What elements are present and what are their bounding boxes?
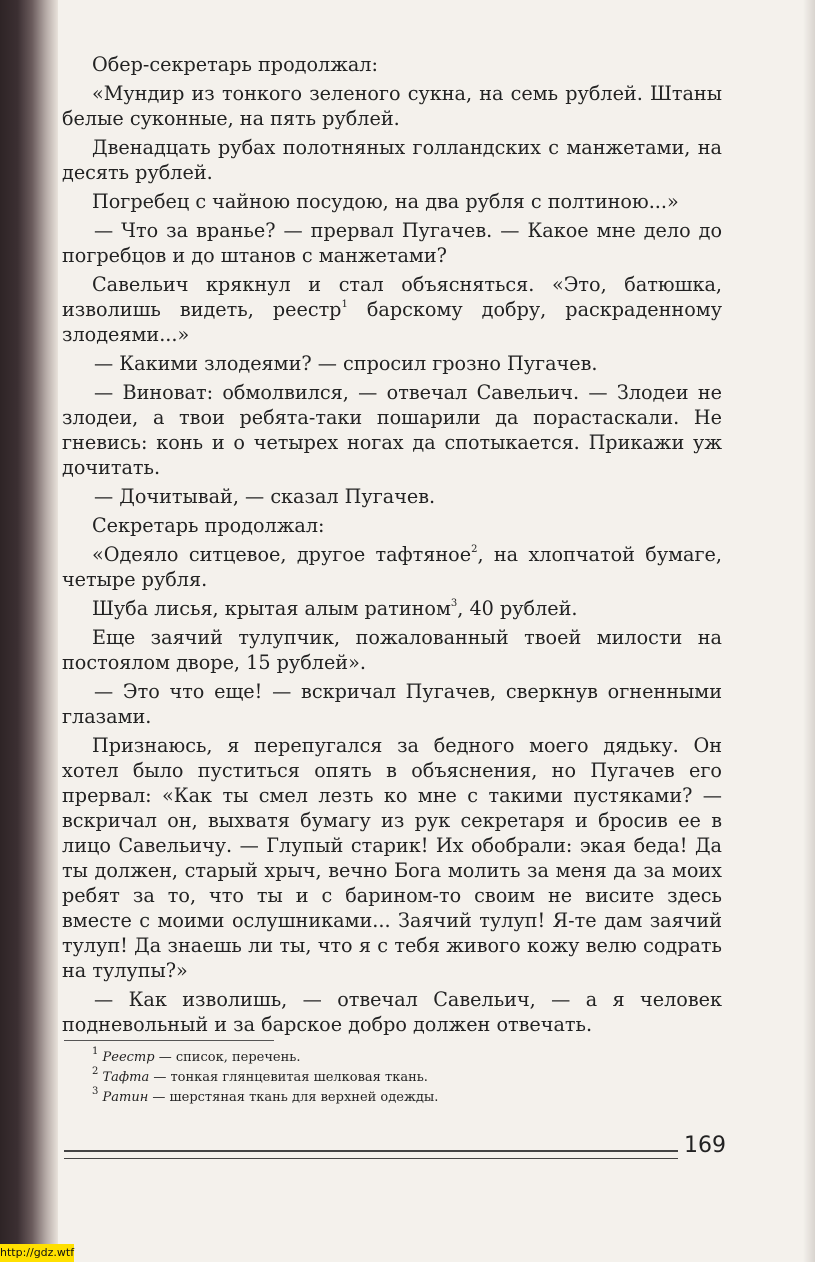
- paragraph-text: «Мундир из тонкого зеленого сукна, на семь рублей. Штаны белые суконные, на пять рублей.: [62, 82, 722, 130]
- footnote: [92, 1065, 712, 1088]
- paragraph-text: Признаюсь, я перепугался за бедного моего дядьку. Он хотел было пуститься опять в объяснения, но Пугачев его прервал: «Как ты смел лезть ко мне с такими пустяками? — вскричал он, выхватя бумагу из рук секретаря и бросив ее в лицо Савельичу. — Глупый старик! Их обобрали: экая беда! Да ты должен, старый хрыч, вечно Бога молить за меня да за моих ребят за то, что ты и с барином-то своим не висите здесь вместе с моими ослушниками... Заячий тулуп! Я-те дам заячий тулуп! Да знаешь ли ты, что я с тебя живого кожу велю содрать на тулупы?»: [62, 734, 722, 982]
- paragraph: [62, 679, 722, 729]
- paragraph: [62, 380, 722, 480]
- paragraph-text: — Дочитывай, — сказал Пугачев.: [94, 485, 436, 508]
- footnote-number: 2: [92, 1065, 99, 1077]
- paragraph: [62, 351, 722, 376]
- footnote-term: Ратин: [102, 1090, 149, 1105]
- paragraph-text: — Какими злодеями? — спросил грозно Пугачев.: [94, 352, 598, 375]
- paragraph-text-tail: , 40 рублей.: [457, 597, 578, 620]
- paragraph-text: Погребец с чайною посудою, на два рубля с полтиною...»: [92, 190, 679, 213]
- paragraph-text-tail: , на хлопчатой бумаге, четыре рубля.: [62, 543, 722, 591]
- paragraph-text: Еще заячий тулупчик, пожалованный твоей милости на постоялом дворе, 15 рублей».: [62, 626, 722, 674]
- paragraph: [62, 596, 722, 621]
- paragraph-text: «Одеяло ситцевое, другое тафтяное: [92, 543, 472, 566]
- paragraph-text: Савельич крякнул и стал объясняться. «Это, батюшка, изволишь видеть, реестр: [62, 273, 722, 321]
- paragraph-text: Шуба лисья, крытая алым ратином: [92, 597, 451, 620]
- paragraph: [62, 218, 722, 268]
- paragraph: [62, 135, 722, 185]
- paragraph: [62, 272, 722, 347]
- paragraph: [62, 513, 722, 538]
- page-right-edge: [803, 0, 815, 1262]
- footnote-definition: — шерстяная ткань для верхней одежды.: [148, 1090, 439, 1105]
- paragraph: [62, 484, 722, 509]
- paragraph-text: — Что за вранье? — прервал Пугачев. — Какое мне дело до погребцов и до штанов с манжетами?: [62, 219, 722, 267]
- paragraph: [62, 625, 722, 675]
- paragraph: [62, 52, 722, 77]
- bottom-rule: [64, 1150, 678, 1159]
- footnotes: [92, 1045, 712, 1108]
- footnote-definition: — список, перечень.: [154, 1050, 301, 1065]
- page-number: 169: [684, 1133, 726, 1158]
- paragraph-text: Обер-секретарь продолжал:: [92, 53, 378, 76]
- footnote: [92, 1045, 712, 1068]
- footnote-number: 1: [92, 1045, 99, 1057]
- paragraph: [62, 733, 722, 983]
- paragraph: [62, 189, 722, 214]
- paragraph: [62, 81, 722, 131]
- footnote-term: Реестр: [102, 1050, 155, 1065]
- paragraph-text: Двенадцать рубах полотняных голландских с манжетами, на десять рублей.: [62, 136, 722, 184]
- footnote-definition: — тонкая глянцевитая шелковая ткань.: [149, 1070, 428, 1085]
- footnote-marker: 1: [341, 298, 348, 310]
- footnote-number: 3: [92, 1085, 99, 1097]
- body-text: [62, 52, 722, 1041]
- paragraph-text: — Виноват: обмолвился, — отвечал Савельич. — Злодеи не злодеи, а твои ребята-таки пошарили да порастаскали. Не гневись: конь и о четырех ногах да спотыкается. Прикажи уж дочитать.: [62, 381, 722, 479]
- paragraph-text: — Как изволишь, — отвечал Савельич, — а я человек подневольный и за барское добро должен отвечать.: [62, 988, 722, 1036]
- book-spine-shadow: [0, 0, 58, 1262]
- footnote-rule: [64, 1040, 274, 1041]
- footnote: [92, 1085, 712, 1108]
- paragraph: [62, 987, 722, 1037]
- footnote-term: Тафта: [102, 1070, 150, 1085]
- paragraph: [62, 542, 722, 592]
- paragraph-text-tail: барскому добру, раскраденному злодеями...»: [62, 298, 722, 346]
- watermark-link[interactable]: http://gdz.wtf: [0, 1244, 74, 1262]
- footnote-marker: 3: [450, 597, 458, 609]
- paragraph-text: Секретарь продолжал:: [92, 514, 325, 537]
- footnote-marker: 2: [471, 543, 478, 555]
- paragraph-text: — Это что еще! — вскричал Пугачев, сверкнув огненными глазами.: [62, 680, 722, 728]
